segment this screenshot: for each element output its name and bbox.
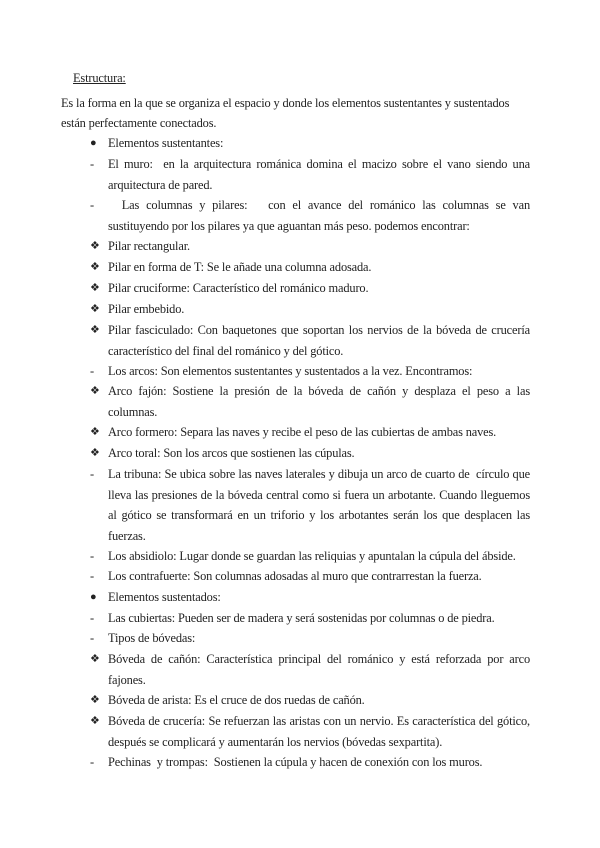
list-item-text: Bóveda de arista: Es el cruce de dos ruedas de cañón.	[108, 693, 365, 707]
list-item	[90, 711, 533, 752]
list-item	[90, 361, 530, 382]
list-item-text: Elementos sustentados:	[108, 590, 221, 604]
diamond-marker-icon: ❖	[90, 426, 100, 438]
list-item	[90, 422, 530, 443]
list-item-text: Arco formero: Separa las naves y recibe el peso de las cubiertas de ambas naves.	[108, 425, 497, 439]
dash-marker-icon: -	[90, 157, 94, 171]
list-item	[90, 587, 530, 608]
list-item-text: Las cubiertas: Pueden ser de madera y será sostenidas por columnas o de piedra.	[108, 611, 495, 625]
list-item	[90, 690, 530, 711]
diamond-marker-icon: ❖	[90, 694, 100, 706]
list-item	[90, 608, 530, 629]
list-item-text: Pilar rectangular.	[108, 239, 190, 253]
list-item	[90, 278, 530, 299]
list-item-text: Pilar fasciculado: Con baquetones que soportan los nervios de la bóveda de crucería característico del final del románico y del gótico.	[108, 323, 533, 358]
dash-marker-icon: -	[90, 611, 94, 625]
list-item-text: Arco toral: Son los arcos que sostienen las cúpulas.	[108, 446, 355, 460]
list-item-text: Los absidiolo: Lugar donde se guardan las reliquias y apuntalan la cúpula del ábside.	[108, 549, 516, 563]
diamond-marker-icon: ❖	[90, 653, 100, 665]
list-item-text: Elementos sustentantes:	[108, 136, 224, 150]
list-item-text: Pechinas y trompas: Sostienen la cúpula y hacen de conexión con los muros.	[108, 755, 483, 769]
list-item	[90, 133, 530, 154]
list-item-text: Arco fajón: Sostiene la presión de la bóveda de cañón y desplaza el peso a las columnas.	[108, 384, 533, 419]
list-item-text: Pilar embebido.	[108, 302, 185, 316]
diamond-marker-icon: ❖	[90, 447, 100, 459]
diamond-marker-icon: ❖	[90, 324, 100, 336]
diamond-marker-icon: ❖	[90, 282, 100, 294]
list-item-text: Las columnas y pilares: con el avance del románico las columnas se van sustituyendo por los pilares ya que aguantan más peso. podemos encontrar:	[108, 198, 533, 233]
list-item-text: Tipos de bóvedas:	[108, 631, 196, 645]
list-item-text: Pilar en forma de T: Se le añade una columna adosada.	[108, 260, 372, 274]
dash-marker-icon: -	[90, 198, 94, 212]
diamond-marker-icon: ❖	[90, 303, 100, 315]
diamond-marker-icon: ❖	[90, 385, 100, 397]
dash-marker-icon: -	[90, 569, 94, 583]
dash-marker-icon: -	[90, 364, 94, 378]
list-item	[90, 236, 530, 257]
section-title: Estructura:	[73, 71, 126, 85]
list-item	[90, 154, 533, 195]
list-item	[90, 752, 530, 773]
dash-marker-icon: -	[90, 631, 94, 645]
list-item-text: La tribuna: Se ubica sobre las naves laterales y dibuja un arco de cuarto de círculo que lleva las presiones de la bóveda central como si fuera un arbotante. Cuando lleguemos al gótico se transformará en un triforio y los arbotantes serán los que desplacen las fuerzas.	[108, 467, 533, 543]
list-item	[90, 381, 533, 422]
dash-marker-icon: -	[90, 467, 94, 481]
list-item-text: Los arcos: Son elementos sustentantes y sustentados a la vez. Encontramos:	[108, 364, 473, 378]
list-item	[90, 195, 533, 236]
list-item-text: Pilar cruciforme: Característico del románico maduro.	[108, 281, 369, 295]
list-item-text: Bóveda de crucería: Se refuerzan las aristas con un nervio. Es característica del gótico, después se complicará y aumentarán los nervios (bóvedas sexpartita).	[108, 714, 533, 749]
diamond-marker-icon: ❖	[90, 715, 100, 727]
bullet-marker-icon: ●	[90, 591, 97, 603]
list-item	[90, 443, 530, 464]
list-item	[90, 649, 533, 690]
list-item-text: Bóveda de cañón: Característica principal del románico y está reforzada por arco fajones.	[108, 652, 533, 687]
list-item	[90, 257, 530, 278]
list-item	[90, 566, 530, 587]
dash-marker-icon: -	[90, 755, 94, 769]
list-item	[90, 628, 530, 649]
list-item	[90, 546, 530, 567]
list-item	[90, 299, 530, 320]
list-item	[90, 320, 533, 361]
intro-paragraph: Es la forma en la que se organiza el espacio y donde los elementos sustentantes y sustentados están perfectamente conectados.	[61, 96, 510, 130]
diamond-marker-icon: ❖	[90, 261, 100, 273]
list-item	[90, 464, 533, 546]
diamond-marker-icon: ❖	[90, 240, 100, 252]
bullet-marker-icon: ●	[90, 137, 97, 149]
dash-marker-icon: -	[90, 549, 94, 563]
list-item-text: Los contrafuerte: Son columnas adosadas al muro que contrarrestan la fuerza.	[108, 569, 482, 583]
list-item-text: El muro: en la arquitectura románica domina el macizo sobre el vano siendo una arquitectura de pared.	[108, 157, 533, 192]
